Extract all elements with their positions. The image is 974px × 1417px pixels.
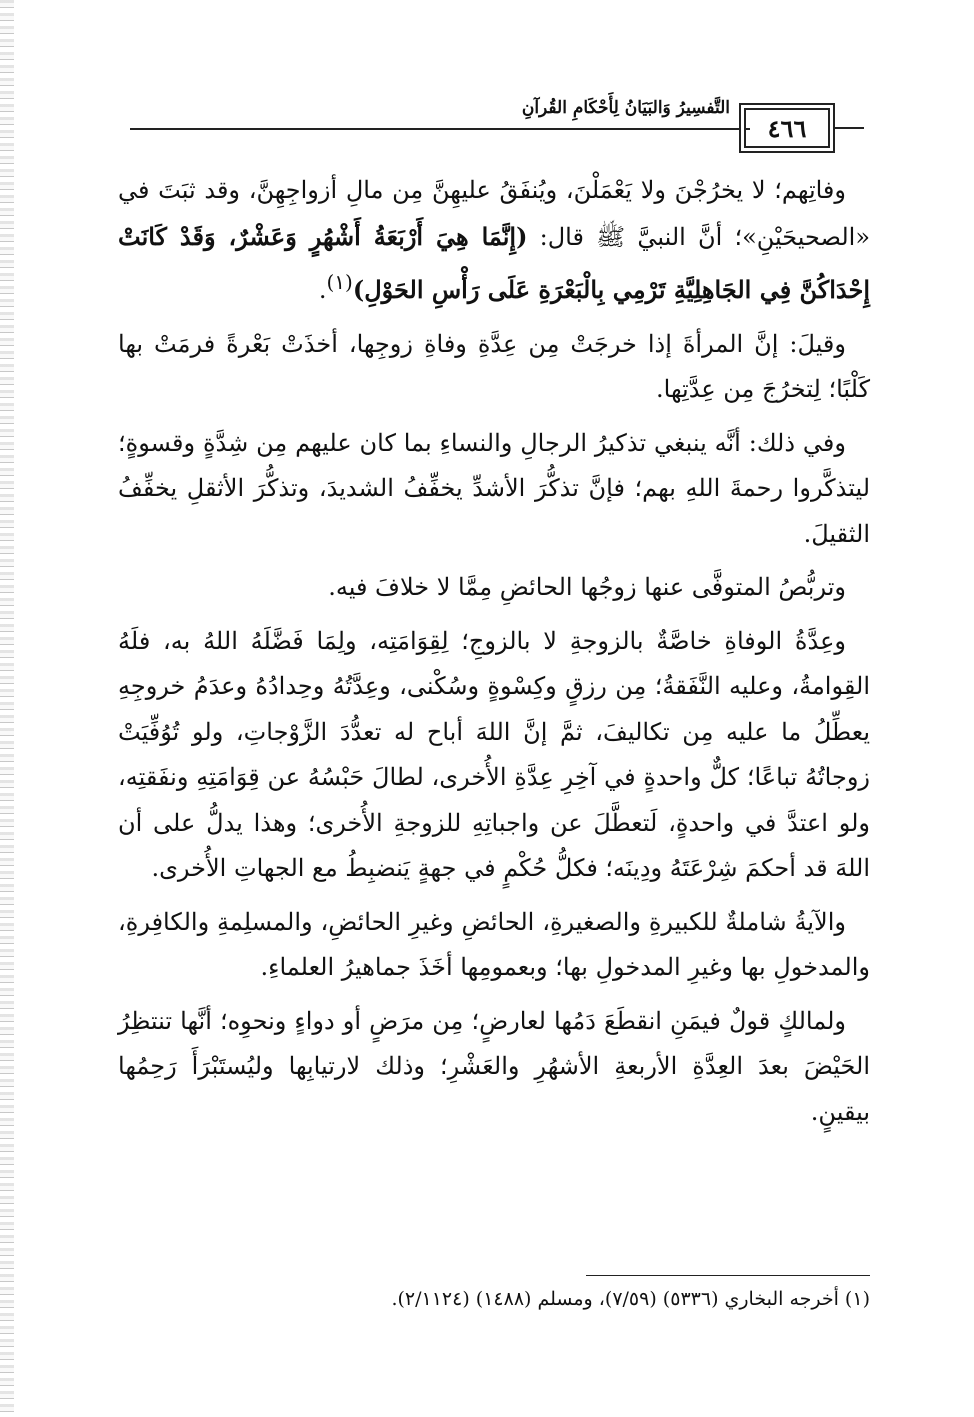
- footnote-reference: (١): [326, 270, 353, 294]
- header-rule: [130, 128, 750, 130]
- scan-edge: [0, 0, 14, 1417]
- hadith-quote: (إِنَّمَا هِيَ أَرْبَعَةُ أَشْهُرٍ وَعَشْرٌ، وَقَدْ كَانَتْ إِحْدَاكُنَّ فِي الجَاهِلِيَّةِ تَرْمِي بِالْبَعْرَةِ عَلَى رَأْسِ الحَوْلِ): [118, 221, 870, 304]
- paragraph-end: .: [318, 276, 327, 304]
- main-text: [118, 168, 870, 1143]
- paragraph: وقيلَ: إنَّ المرأةَ إذا خرجَتْ مِن عِدَّةِ وفاةِ زوجِها، أخذَتْ بَعْرةً فرمَتْ بها كَلْبًا؛ لِتخرُجَ مِن عِدَّتِها.: [118, 329, 870, 403]
- paragraph: ولمالكٍ قولٌ فيمَنِ انقطَعَ دَمُها لعارضٍ؛ مِن مرَضٍ أو دواءٍ ونحوِه؛ أنَّها تنتظِرُ الحَيْضَ بعدَ العِدَّةِ الأربعةِ الأشهُرِ والعَشْرِ؛ وذلك لارتيابِها وليُستَبْرَأَ رَحِمُها بيقينٍ.: [118, 1006, 870, 1126]
- footnote: (١) أخرجه البخاري (٥٣٣٦) (٧/٥٩)، ومسلم (١٤٨٨) (٢/١١٢٤).: [391, 1288, 870, 1310]
- footnote-separator: [586, 1275, 870, 1276]
- book-title: التَّفسِيرُ وَالبَيَانُ لِأَحْكَامِ القُرآنِ: [521, 98, 730, 118]
- paragraph: وعِدَّةُ الوفاةِ خاصَّةٌ بالزوجةِ لا بالزوجِ؛ لِقِوَامَتِه، ولِمَا فَضَّلَهُ اللهُ به، فلَهُ القِوامةُ، وعليه النَّفَقةُ؛ مِن رزقٍ وكِسْوةٍ وسُكْنى، وعِدَّتُهُ وحِدادُهُ وعدَمُ خروجِهِ يعطِّلُ ما عليه مِن تكاليفَ، ثمَّ إنَّ اللهَ أباح له تعدُّدَ الزَّوْجاتِ، ولو تُوُفِّيَتْ زوجاتُهُ تباعًا؛ كلٌّ واحدةٍ في آخِرِ عِدَّةِ الأُخرى، لطالَ حَبْسُهُ عن قِوَامَتِهِ ونفَقتِه، ولو اعتدَّ في واحدةٍ، لَتعطَّلَ عن واجباتِهِ للزوجةِ الأُخرى؛ وهذا يدلُّ على أن اللهَ قد أحكمَ شِرْعَتَهُ ودِينَه؛ فكلُّ حُكْمٍ في جهةٍ يَنضبِطُ مع الجهاتِ الأُخرى.: [118, 626, 870, 882]
- paragraph: وفي ذلك: أنَّه ينبغي تذكيرُ الرجالِ والنساءِ بما كان عليهم مِن شِدَّةٍ وقسوةٍ؛ ليتذكَّروا رحمةَ اللهِ بهم؛ فإنَّ تذكُّرَ الأشدِّ يخفِّفُ الشديدَ، وتذكُّرَ الأثقلِ يخفِّفُ الثقيلَ.: [118, 428, 870, 548]
- paragraph: والآيةُ شاملةٌ للكبيرةِ والصغيرةِ، الحائضِ وغيرِ الحائضِ، والمسلِمةِ والكافِرةِ، والمدخولِ بها وغيرِ المدخولِ بها؛ وبعمومِها أخَذَ جماهيرُ العلماءِ.: [118, 907, 870, 981]
- paragraph: وتربُّصُ المتوفَّى عنها زوجُها الحائضِ مِمَّا لا خلافَ فيه.: [328, 573, 846, 601]
- page-number: ٤٦٦: [744, 108, 830, 148]
- paragraph-text: وفاتِهم؛ لا يخرُجْنَ ولا يَعْمَلْنَ، ويُنفَقُ عليهِنَّ مِن مالِ أزواجِهِنَّ، وقد ثبَتَ في «الصحيحَيْنِ»؛ أنَّ النبيَّ ﷺ قال:: [118, 176, 871, 251]
- header-rule-right: [834, 127, 864, 129]
- paragraph: [118, 168, 870, 314]
